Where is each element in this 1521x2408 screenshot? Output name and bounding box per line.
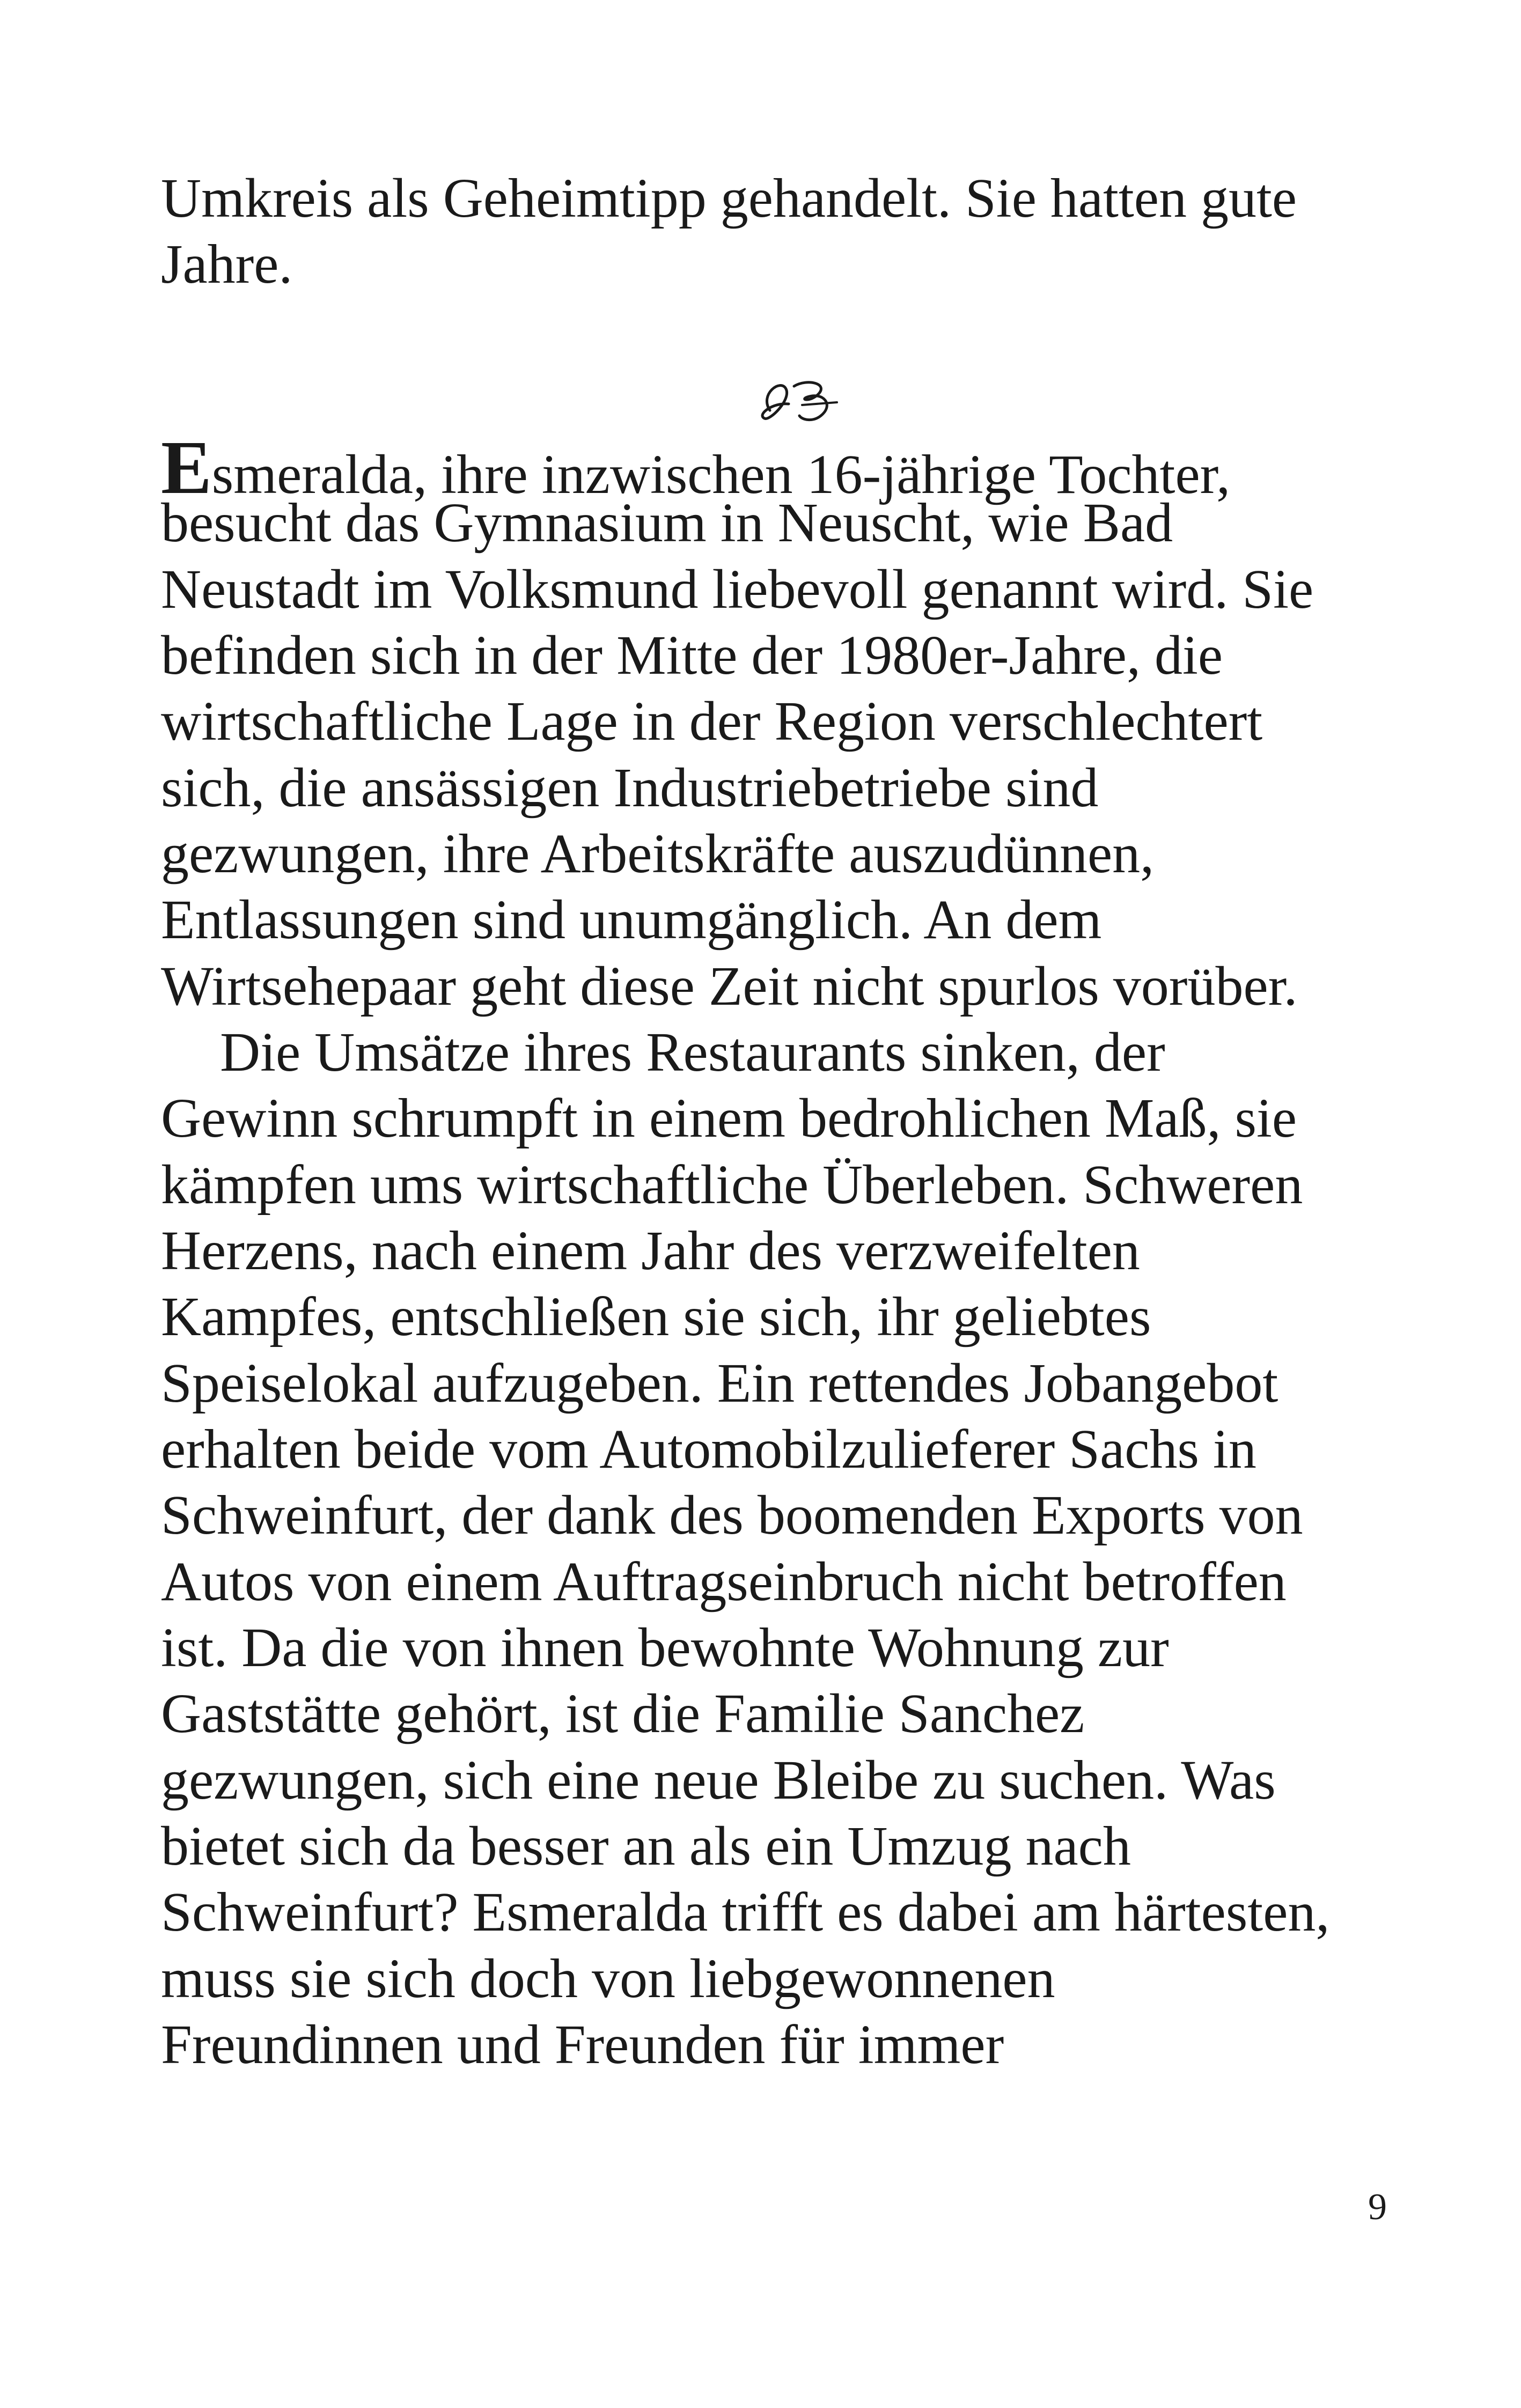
text-line: Freundinnen und Freunden für immer [161, 2014, 1004, 2075]
text-line: Neustadt im Volksmund liebevoll genannt wird. Sie [161, 558, 1314, 620]
text-line: befinden sich in der Mitte der 1980er-Jahre, die [161, 624, 1223, 686]
page-number: 9 [1368, 2186, 1387, 2228]
text-line: Gaststätte gehört, ist die Familie Sanchez [161, 1683, 1085, 1744]
text-span: smeralda, ihre inzwischen 16-jährige Tochter, [211, 444, 1231, 505]
text-line: muss sie sich doch von liebgewonnenen [161, 1948, 1055, 2009]
text-line: kämpfen ums wirtschaftliche Überleben. Schweren [161, 1154, 1303, 1216]
text-line: Autos von einem Auftragseinbruch nicht betroffen [161, 1551, 1287, 1612]
text-line: gezwungen, sich eine neue Bleibe zu suchen. Was [161, 1749, 1276, 1811]
text-line: wirtschaftliche Lage in der Region verschlechtert [161, 690, 1263, 752]
text-line: Wirtsehepaar geht diese Zeit nicht spurlos vorüber. [161, 955, 1298, 1017]
text-line: besucht das Gymnasium in Neuscht, wie Bad [161, 492, 1173, 554]
text-line: Schweinfurt, der dank des boomenden Exports von [161, 1484, 1303, 1546]
text-line: sich, die ansässigen Industriebetriebe sind [161, 757, 1099, 819]
text-line: Entlassungen sind unumgänglich. An dem [161, 889, 1102, 951]
text-line-indented: Die Umsätze ihres Restaurants sinken, der [220, 1021, 1165, 1083]
text-line: Schweinfurt? Esmeralda trifft es dabei am härtesten, [161, 1881, 1330, 1943]
text-line: Speiselokal aufzugeben. Ein rettendes Jobangebot [161, 1352, 1278, 1414]
drop-cap: E [161, 425, 212, 510]
text-line: Gewinn schrumpft in einem bedrohlichen Maß, sie [161, 1087, 1297, 1149]
text-line: Kampfes, entschließen sie sich, ihr geliebtes [161, 1286, 1151, 1347]
text-line: bietet sich da besser an als ein Umzug nach [161, 1815, 1131, 1877]
text-line: Herzens, nach einem Jahr des verzweifelten [161, 1220, 1140, 1282]
text-line: Umkreis als Geheimtipp gehandelt. Sie hatten gute [161, 167, 1297, 229]
text-line: gezwungen, ihre Arbeitskräfte auszudünnen, [161, 823, 1155, 885]
text-line: Jahre. [161, 233, 293, 295]
text-line: erhalten beide vom Automobilzulieferer Sachs in [161, 1418, 1257, 1480]
fleuron-ornament-icon [748, 373, 850, 432]
text-line: ist. Da die von ihnen bewohnte Wohnung zur [161, 1617, 1169, 1678]
